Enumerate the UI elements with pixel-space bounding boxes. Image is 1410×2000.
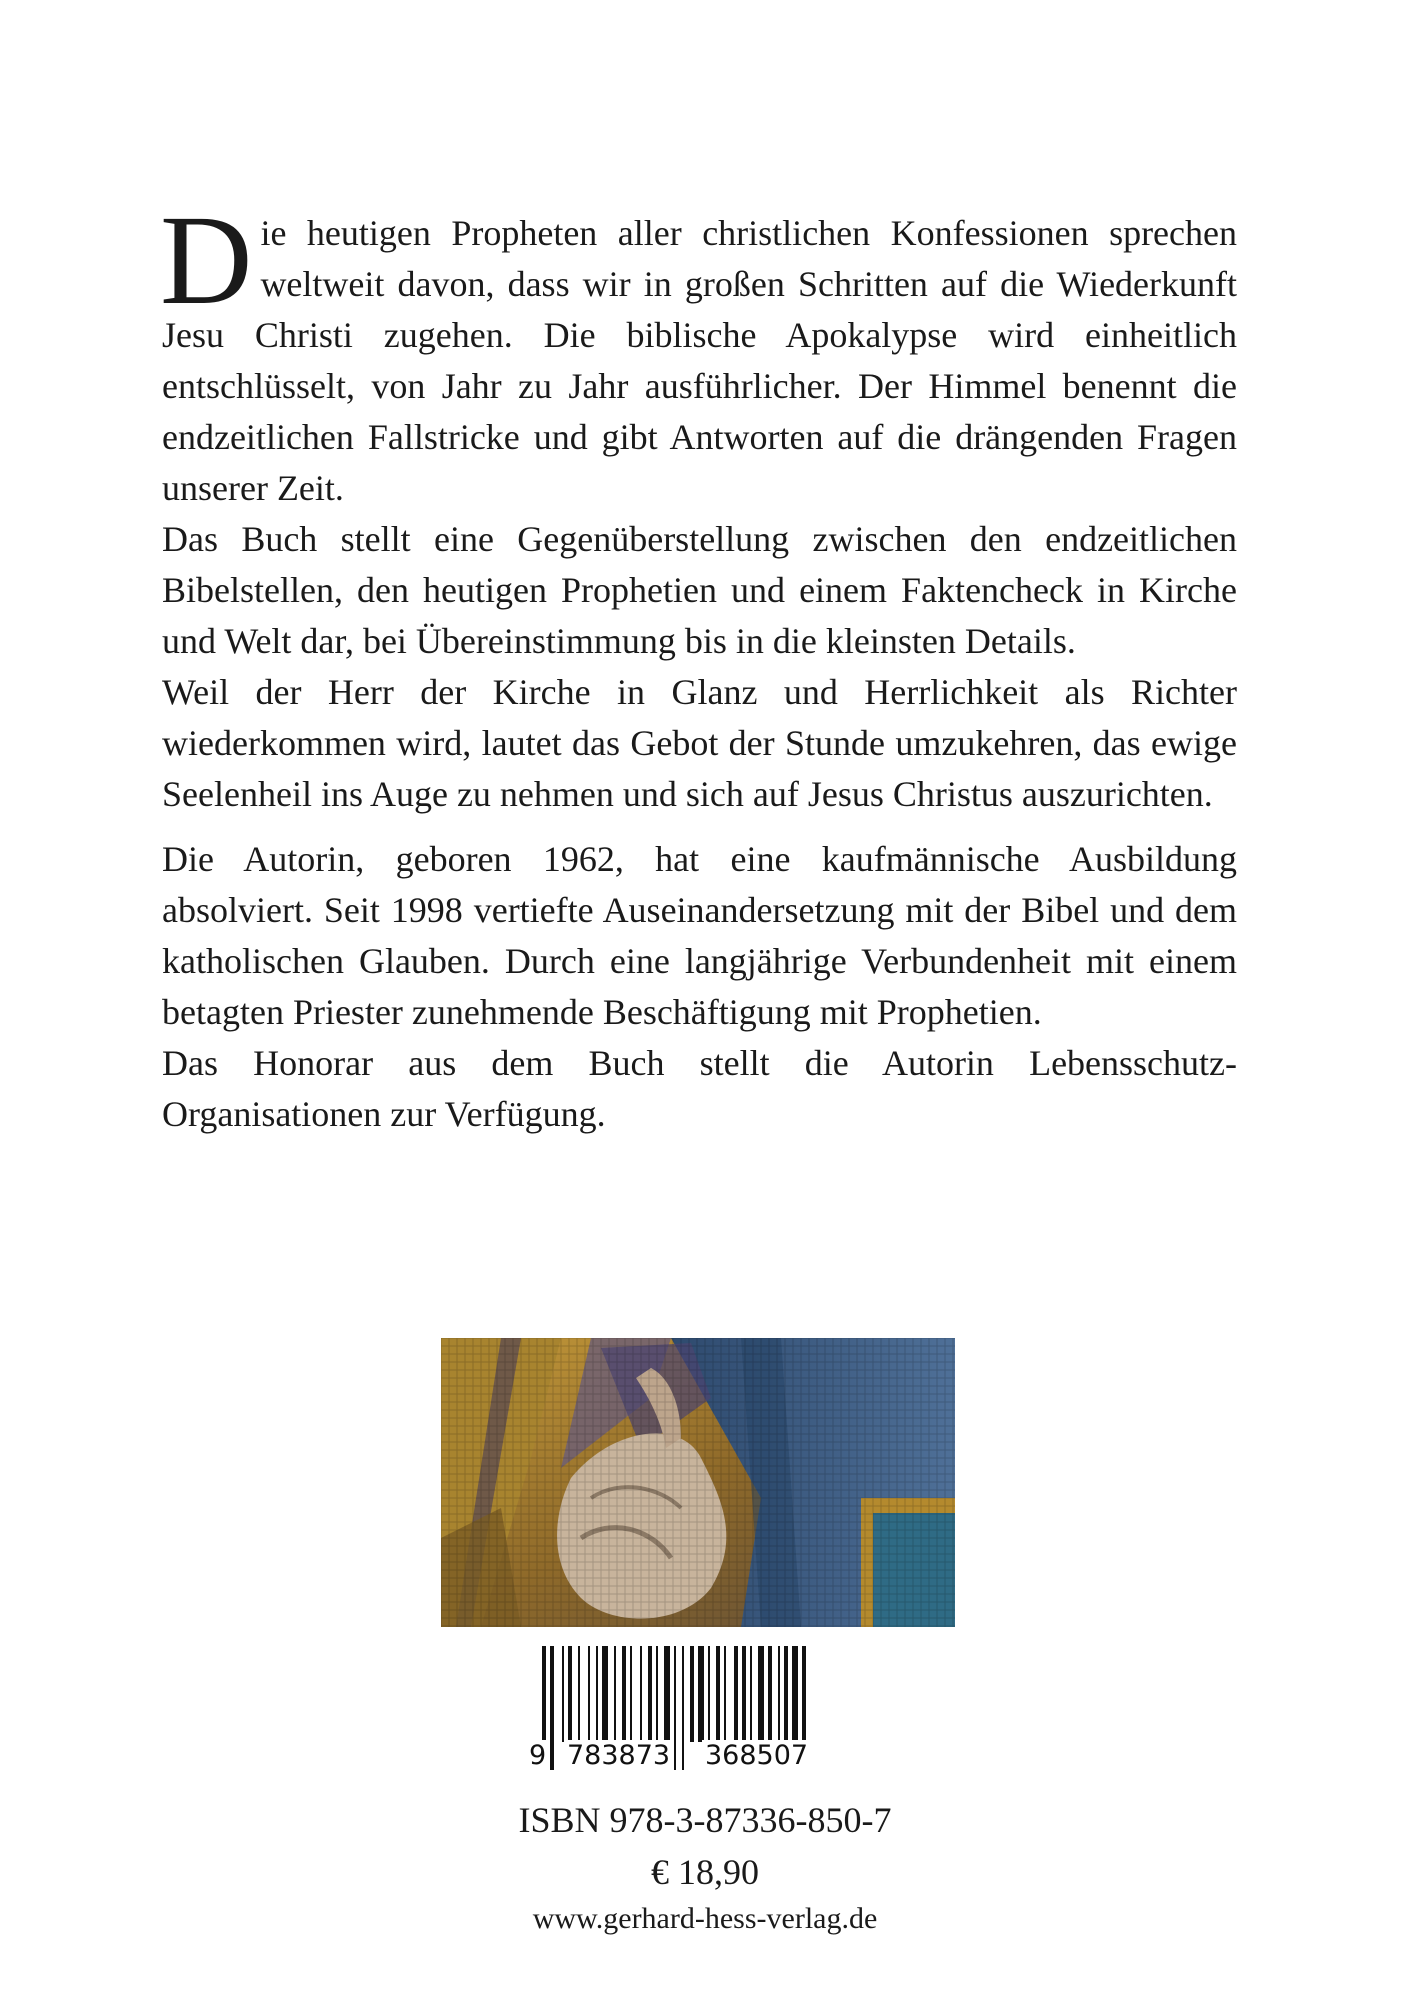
barcode-bar — [602, 1646, 608, 1742]
barcode-left-group: 783873 — [564, 1740, 673, 1771]
blurb-paragraph-2: Das Buch stellt eine Gegenüberstellung zwischen den endzeitlichen Bibelstellen, den heutigen Prophetien und einem Faktencheck in Kirche und Welt dar, bei Übereinstimmung bis in die kleinsten Details. — [162, 519, 1237, 661]
barcode-bar — [622, 1646, 626, 1742]
barcode-bar — [640, 1646, 642, 1742]
publisher-url: www.gerhard-hess-verlag.de — [532, 1902, 878, 1935]
barcode-bar — [588, 1646, 590, 1742]
barcode-bar — [758, 1646, 764, 1742]
blurb-paragraph-1-text: ie heutigen Propheten aller christlichen Konfessionen sprechen weltweit davon, dass wir in großen Schritten auf die Wiederkunft Jesu Christi zugehen. Die biblische Apokalypse wird einheitlich entschlüsselt, von Jahr zu Jahr ausführlicher. Der Himmel benennt die endzeitlichen Fallstricke und gibt Antworten auf die drängenden Fragen unserer Zeit. — [162, 213, 1237, 508]
barcode-bar — [734, 1646, 738, 1742]
mosaic-hand-picture — [441, 1338, 955, 1627]
barcode-bar — [596, 1646, 598, 1742]
barcode-bar — [742, 1646, 746, 1742]
barcode-bar — [690, 1646, 694, 1742]
barcode-bar — [778, 1646, 780, 1742]
barcode-bar — [784, 1646, 788, 1742]
barcode-bar — [698, 1646, 704, 1742]
blurb-paragraph-1 — [160, 189, 1237, 514]
blurb-paragraph-3: Weil der Herr der Kirche in Glanz und Herrlichkeit als Richter wiederkommen wird, lautet das Gebot der Stunde umzukehren, das ewige Seelenheil ins Auge zu nehmen und sich auf Jesus Christus auszurichten. — [162, 672, 1237, 814]
barcode-bar — [708, 1646, 710, 1742]
barcode-first-digit: 9 — [526, 1740, 549, 1771]
barcode-bar — [664, 1646, 670, 1742]
isbn-number: ISBN 978-3-87336-850-7 — [518, 1800, 892, 1840]
barcode-bar — [750, 1646, 752, 1742]
barcode-right-group: 368507 — [702, 1740, 811, 1771]
barcode-bar — [724, 1646, 726, 1742]
barcode-digits — [529, 1740, 840, 1771]
author-royalty-note: Das Honorar aus dem Buch stellt die Autorin Lebensschutz-Organisationen zur Verfügung. — [162, 1043, 1237, 1134]
barcode-bar — [568, 1646, 572, 1742]
barcode-bar — [614, 1646, 616, 1742]
barcode-bar — [768, 1646, 772, 1742]
drop-cap: D — [160, 189, 253, 331]
barcode-bar — [716, 1646, 720, 1742]
barcode-bar — [562, 1646, 564, 1742]
price: € 18,90 — [651, 1852, 759, 1892]
barcode-bar — [656, 1646, 658, 1742]
author-bio: Die Autorin, geboren 1962, hat eine kaufmännische Ausbildung absolviert. Seit 1998 vertiefte Auseinandersetzung mit der Bibel und dem katholischen Glauben. Durch eine langjährige Verbundenheit mit einem betagten Priester zunehmende Beschäftigung mit Prophetien. — [162, 839, 1237, 1032]
barcode-bar — [630, 1646, 632, 1742]
barcode-bar — [578, 1646, 580, 1742]
back-cover-text — [160, 189, 1237, 1140]
mosaic-image — [441, 1338, 955, 1627]
barcode-bar — [648, 1646, 652, 1742]
